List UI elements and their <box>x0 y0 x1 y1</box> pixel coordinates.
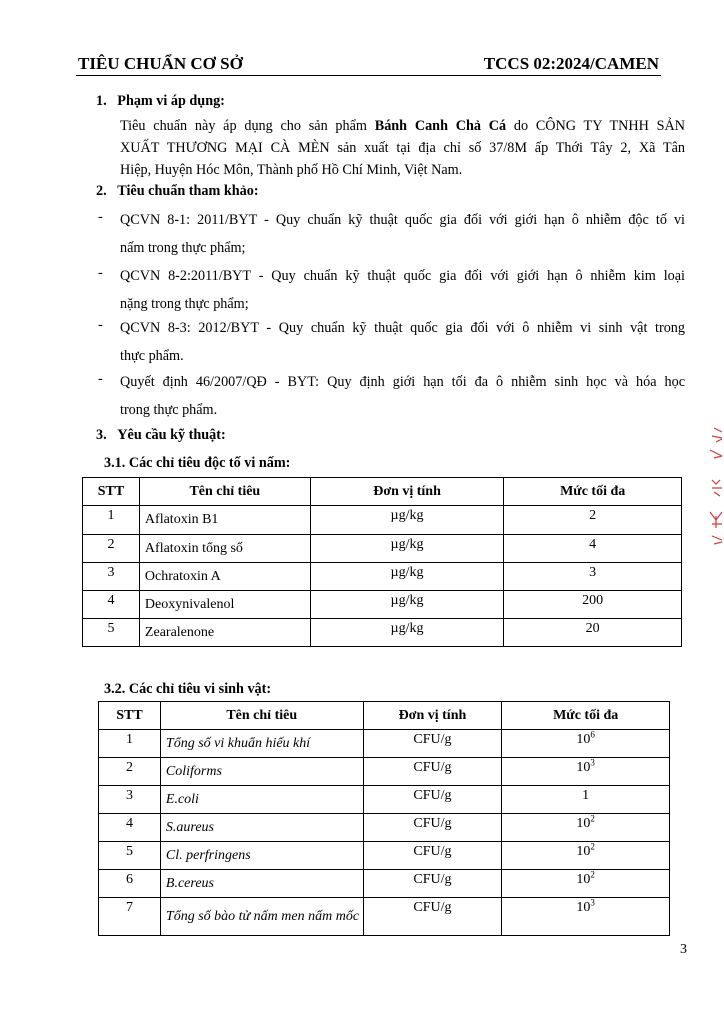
cell-unit: µg/kg <box>310 563 504 591</box>
cell-unit: CFU/g <box>363 842 502 870</box>
table-row <box>83 591 682 619</box>
section2-title: 2. Tiêu chuẩn tham khảo: <box>96 183 259 199</box>
cell-name: Deoxynivalenol <box>139 591 310 619</box>
reference-line: QCVN 8-2:2011/BYT - Quy chuẩn kỹ thuật quốc gia đối với giới hạn ô nhiễm kim loại <box>120 268 685 284</box>
max-exponent: 6 <box>590 729 595 740</box>
table-row <box>99 842 670 870</box>
cell-max <box>502 786 670 814</box>
reference-line: QCVN 8-1: 2011/BYT - Quy chuẩn kỹ thuật quốc gia đối với giới hạn ô nhiễm độc tố vi <box>120 212 685 228</box>
table-row <box>99 898 670 936</box>
cell-stt: 3 <box>99 786 161 814</box>
column-header: STT <box>99 702 161 730</box>
cell-name: S.aureus <box>160 814 363 842</box>
column-header: Mức tối đa <box>504 478 682 506</box>
cell-unit: µg/kg <box>310 591 504 619</box>
max-base: 10 <box>576 760 591 775</box>
cell-name: Tổng số bào tử nấm men nấm mốc <box>160 898 363 936</box>
mycotoxin-table <box>82 477 682 647</box>
max-exponent: 2 <box>590 813 595 824</box>
cell-stt: 4 <box>99 814 161 842</box>
column-header: Đơn vị tính <box>310 478 504 506</box>
table-header-row <box>99 702 670 730</box>
max-base: 10 <box>576 844 591 859</box>
column-header: Tên chỉ tiêu <box>139 478 310 506</box>
subsection-3-1-title: 3.1. Các chỉ tiêu độc tố vi nấm: <box>104 455 291 471</box>
table-row <box>83 619 682 647</box>
cell-stt: 3 <box>83 563 140 591</box>
max-exponent: 2 <box>590 841 595 852</box>
cell-unit: CFU/g <box>363 870 502 898</box>
microbiology-table <box>98 701 670 936</box>
bullet-dash: - <box>98 265 103 281</box>
table-row <box>99 786 670 814</box>
reference-item <box>120 262 685 318</box>
reference-item <box>120 206 685 262</box>
header-title: TIÊU CHUẨN CƠ SỞ <box>78 54 243 73</box>
cell-stt: 2 <box>83 535 140 563</box>
section1-line2: XUẤT THƯƠNG MẠI CÀ MÈN sản xuất tại địa chỉ số 37/8M ấp Thới Tây 2, Xã Tân <box>120 140 685 156</box>
reference-line: QCVN 8-3: 2012/BYT - Quy chuẩn kỹ thuật quốc gia đối với ô nhiễm vi sinh vật trong <box>120 320 685 336</box>
cell-unit: CFU/g <box>363 758 502 786</box>
section1-title: 1. Phạm vi áp dụng: <box>96 93 225 109</box>
cell-unit: µg/kg <box>310 535 504 563</box>
table-row <box>83 506 682 535</box>
cell-max <box>502 842 670 870</box>
column-header: Đơn vị tính <box>363 702 502 730</box>
cell-name: Zearalenone <box>139 619 310 647</box>
max-base: 10 <box>576 816 591 831</box>
max-base: 10 <box>576 872 591 887</box>
section1-line1 <box>120 115 685 137</box>
cell-max: 2 <box>504 506 682 535</box>
cell-stt: 5 <box>83 619 140 647</box>
section1-line3: Hiệp, Huyện Hóc Môn, Thành phố Hồ Chí Minh, Việt Nam. <box>120 162 463 178</box>
cell-name: Cl. perfringens <box>160 842 363 870</box>
table-row <box>99 814 670 842</box>
cell-name: Aflatoxin tổng số <box>139 535 310 563</box>
reference-line: nặng trong thực phẩm; <box>120 296 249 312</box>
text-run: Tiêu chuẩn này áp dụng cho sản phẩm <box>120 118 375 134</box>
table-row <box>99 730 670 758</box>
table-header-row <box>83 478 682 506</box>
reference-line: Quyết định 46/2007/QĐ - BYT: Quy định giới hạn tối đa ô nhiễm sinh học và hóa học <box>120 374 685 390</box>
cell-max <box>502 814 670 842</box>
product-name: Bánh Canh Chả Cá <box>374 118 507 134</box>
cell-max: 3 <box>504 563 682 591</box>
column-header: Tên chỉ tiêu <box>160 702 363 730</box>
cell-stt: 1 <box>99 730 161 758</box>
cell-unit: µg/kg <box>310 619 504 647</box>
subsection-3-2-title: 3.2. Các chỉ tiêu vi sinh vật: <box>104 681 272 697</box>
seal-stamp-icon <box>700 420 724 570</box>
max-exponent: 3 <box>590 897 595 908</box>
cell-max <box>502 870 670 898</box>
cell-max <box>502 898 670 936</box>
table-row <box>99 758 670 786</box>
cell-max: 200 <box>504 591 682 619</box>
cell-max: 20 <box>504 619 682 647</box>
reference-item <box>120 314 685 370</box>
table-row <box>83 535 682 563</box>
page-number: 3 <box>680 942 687 957</box>
cell-name: Coliforms <box>160 758 363 786</box>
page-header <box>76 51 661 76</box>
section1-paragraph <box>120 115 685 181</box>
cell-unit: CFU/g <box>363 814 502 842</box>
cell-name: B.cereus <box>160 870 363 898</box>
section3-title: 3. Yêu cầu kỹ thuật: <box>96 427 226 443</box>
cell-stt: 2 <box>99 758 161 786</box>
reference-line: trong thực phẩm. <box>120 402 218 418</box>
cell-stt: 1 <box>83 506 140 535</box>
bullet-dash: - <box>98 209 103 225</box>
cell-unit: CFU/g <box>363 898 502 936</box>
cell-max <box>502 730 670 758</box>
reference-line: thực phẩm. <box>120 348 184 364</box>
bullet-dash: - <box>98 371 103 387</box>
cell-max <box>502 758 670 786</box>
cell-unit: µg/kg <box>310 506 504 535</box>
cell-unit: CFU/g <box>363 786 502 814</box>
cell-name: Aflatoxin B1 <box>139 506 310 535</box>
max-base: 10 <box>576 732 591 747</box>
cell-name: Ochratoxin A <box>139 563 310 591</box>
bullet-dash: - <box>98 317 103 333</box>
cell-name: Tổng số vi khuẩn hiếu khí <box>160 730 363 758</box>
cell-name: E.coli <box>160 786 363 814</box>
cell-stt: 4 <box>83 591 140 619</box>
text-run: do CÔNG TY TNHH SẢN <box>506 118 686 134</box>
table-row <box>83 563 682 591</box>
cell-max: 4 <box>504 535 682 563</box>
column-header: STT <box>83 478 140 506</box>
reference-item <box>120 368 685 424</box>
cell-stt: 6 <box>99 870 161 898</box>
max-base: 1 <box>582 788 590 803</box>
max-base: 10 <box>576 900 591 915</box>
table-row <box>99 870 670 898</box>
reference-line: nấm trong thực phẩm; <box>120 240 246 256</box>
column-header: Mức tối đa <box>502 702 670 730</box>
header-code: TCCS 02:2024/CAMEN <box>483 54 659 73</box>
cell-unit: CFU/g <box>363 730 502 758</box>
max-exponent: 2 <box>590 869 595 880</box>
cell-stt: 7 <box>99 898 161 936</box>
max-exponent: 3 <box>590 757 595 768</box>
cell-stt: 5 <box>99 842 161 870</box>
